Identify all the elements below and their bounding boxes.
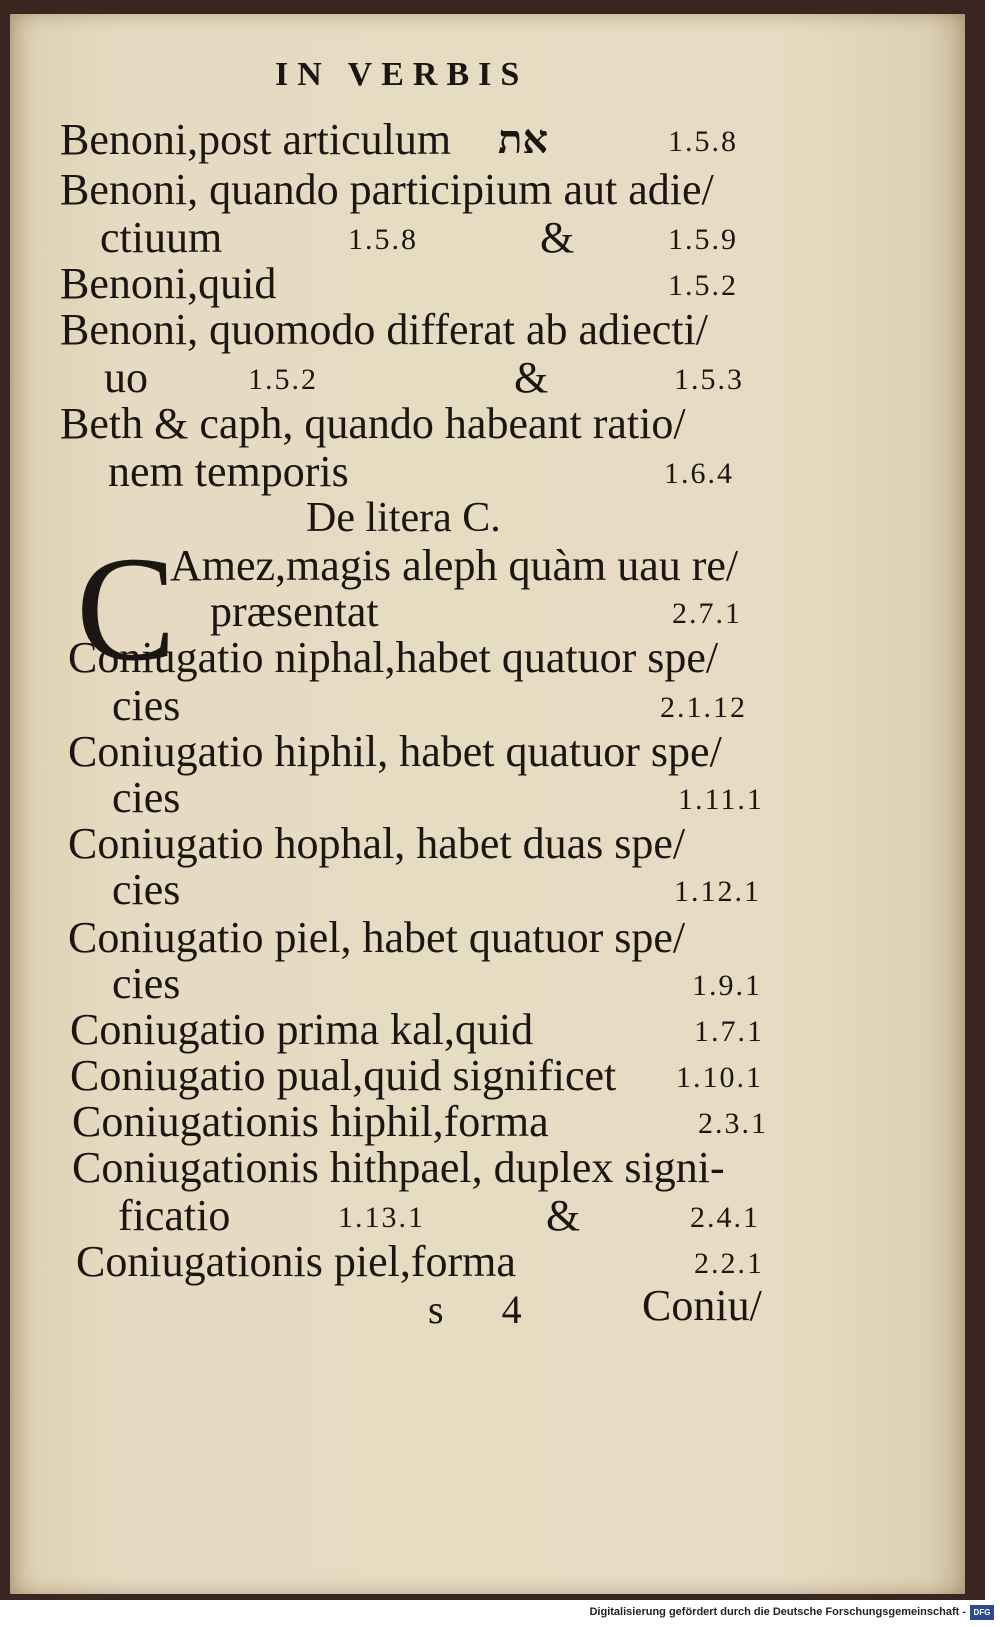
index-entry xyxy=(72,1142,772,1194)
entry-ref: 2.2.1 xyxy=(694,1247,764,1280)
entry-ref: 1.12.1 xyxy=(674,875,761,908)
entry-text: cies xyxy=(112,681,181,730)
index-entry xyxy=(68,912,768,964)
entry-ref: 1.5.3 xyxy=(674,363,744,396)
entry-text: uo xyxy=(104,353,148,402)
index-entry xyxy=(60,398,760,450)
entry-ref: 1.10.1 xyxy=(676,1061,763,1094)
index-entry xyxy=(60,352,760,404)
signature-mark: s 4 xyxy=(428,1287,546,1332)
entry-ref: 1.5.8 xyxy=(348,223,418,256)
entry-text: Benoni,post articulum xyxy=(60,115,452,164)
entry-text: cies xyxy=(112,865,181,914)
index-entry xyxy=(68,726,768,778)
index-entry xyxy=(60,304,760,356)
entry-text: Beth & caph, quando habeant ratio/ xyxy=(60,399,686,448)
entry-text: Benoni,quid xyxy=(60,259,277,308)
entry-ref: 1.9.1 xyxy=(692,969,762,1002)
entry-ref: 1.5.2 xyxy=(248,363,318,396)
entry-ref: 2.3.1 xyxy=(698,1107,768,1140)
index-entry xyxy=(68,864,768,916)
entry-text: præsentat xyxy=(210,587,379,636)
entry-text: nem temporis xyxy=(108,447,349,496)
entry-text: Benoni, quomodo differat ab adiecti/ xyxy=(60,305,709,354)
index-entry xyxy=(68,772,768,824)
entry-text: ficatio xyxy=(118,1191,231,1240)
ampersand: & xyxy=(514,353,549,402)
index-entry xyxy=(170,586,770,638)
entry-text: Benoni, quando participium aut adie/ xyxy=(60,165,714,214)
index-entry xyxy=(60,446,760,498)
ampersand: & xyxy=(540,213,575,262)
hebrew-word: את xyxy=(498,117,549,162)
entry-text: Coniugatio piel, habet quatuor spe/ xyxy=(68,913,686,962)
index-entry xyxy=(60,114,760,166)
entry-ref: 1.13.1 xyxy=(338,1201,425,1234)
entry-text: Coniugatio pual,quid significet xyxy=(70,1051,617,1100)
book-page xyxy=(10,14,965,1594)
entry-ref: 1.11.1 xyxy=(678,783,764,816)
entry-text: cies xyxy=(112,773,181,822)
entry-ref: 2.4.1 xyxy=(690,1201,760,1234)
entry-ref: 1.5.2 xyxy=(668,269,738,302)
entry-ref: 1.5.8 xyxy=(668,125,738,158)
index-entry xyxy=(68,632,768,684)
running-head: IN VERBIS xyxy=(275,56,529,93)
entry-ref: 2.7.1 xyxy=(672,597,742,630)
index-entry xyxy=(72,1190,772,1242)
index-entry xyxy=(72,1096,772,1148)
entry-text: ctiuum xyxy=(100,213,223,262)
section-heading: De litera C. xyxy=(306,495,501,541)
entry-text: Coniugationis piel,forma xyxy=(76,1237,516,1286)
entry-text: Coniugatio hiphil, habet quatuor spe/ xyxy=(68,727,722,776)
entry-text: Coniugationis hiphil,forma xyxy=(72,1097,549,1146)
entry-text: Coniugatio niphal,habet quatuor spe/ xyxy=(68,633,719,682)
entry-ref: 2.1.12 xyxy=(660,691,747,724)
index-entry xyxy=(70,1004,770,1056)
funding-credit: Digitalisierung gefördert durch die Deutsche Forschungsgemeinschaft - xyxy=(589,1606,966,1618)
index-entry xyxy=(68,818,768,870)
catchword: Coniu/ xyxy=(642,1281,762,1330)
entry-ref: 1.5.9 xyxy=(668,223,738,256)
drop-cap: C xyxy=(76,526,177,692)
entry-text: Coniugationis hithpael, duplex signi- xyxy=(72,1143,725,1192)
entry-text: Coniugatio hophal, habet duas spe/ xyxy=(68,819,686,868)
ampersand: & xyxy=(546,1191,581,1240)
entry-ref: 1.7.1 xyxy=(694,1015,764,1048)
index-entry xyxy=(60,164,760,216)
footer-bar xyxy=(0,1600,1000,1627)
entry-ref: 1.6.4 xyxy=(664,457,734,490)
entry-text: Coniugatio prima kal,quid xyxy=(70,1005,534,1054)
entry-text: Amez,magis aleph quàm uau re/ xyxy=(170,541,739,590)
entry-text: cies xyxy=(112,959,181,1008)
index-entry xyxy=(70,1050,770,1102)
index-entry xyxy=(170,540,770,592)
index-entry xyxy=(60,258,760,310)
index-entry xyxy=(60,212,760,264)
index-entry xyxy=(68,680,768,732)
dfg-logo: DFG xyxy=(970,1605,994,1620)
index-entry xyxy=(68,958,768,1010)
